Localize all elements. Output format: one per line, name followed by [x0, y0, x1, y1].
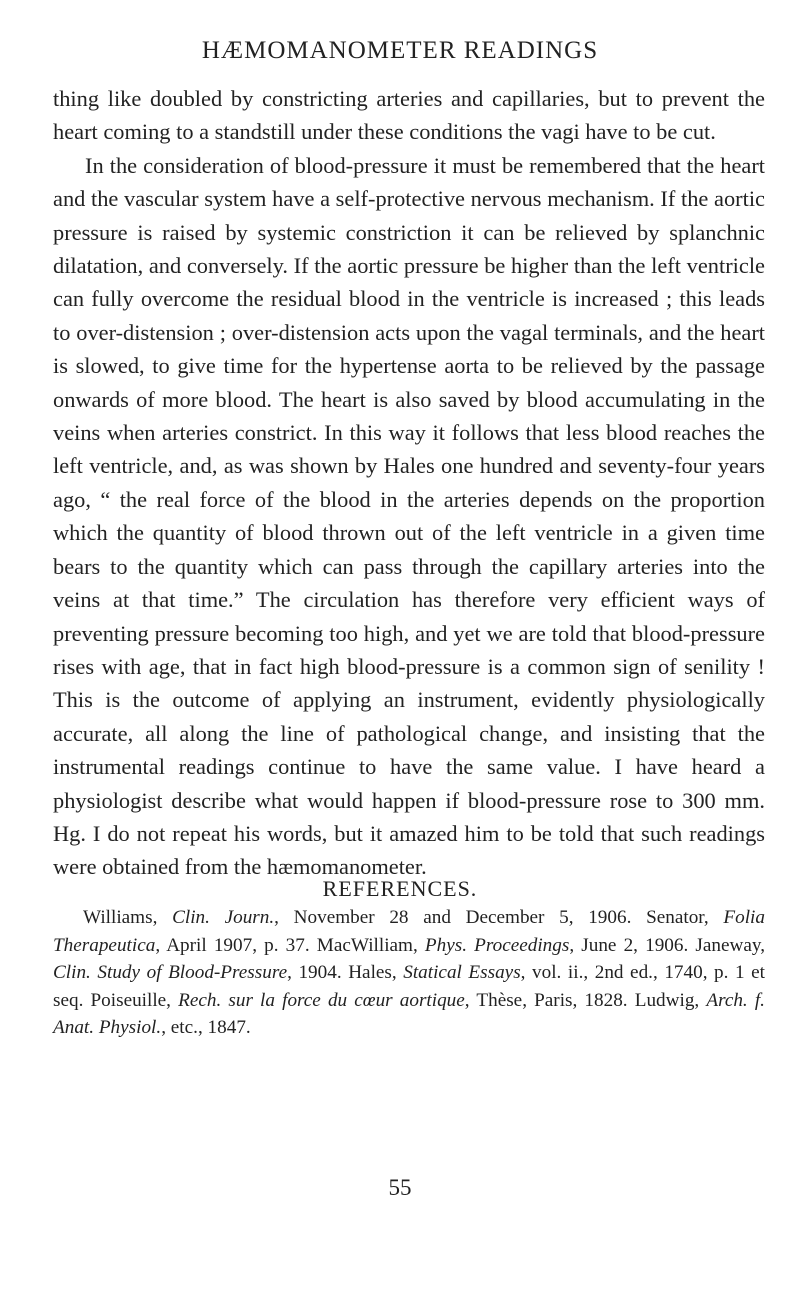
page-number: 55: [388, 1175, 412, 1200]
ref-text: , Thèse, Paris, 1828. Ludwig,: [464, 989, 707, 1011]
ref-text: , November 28 and December 5, 1906. Senator,: [274, 907, 724, 928]
ref-text: , April 1907, p. 37. MacWilliam,: [155, 934, 425, 956]
body-text: [53, 82, 765, 884]
ref-journal: Folia Therapeutica: [53, 907, 765, 956]
paragraph-blood-pressure: In the consideration of blood-pressure it must be remembered that the heart and the vascular system have a self-protective nervous mechanism. If the aortic pressure is raised by systemic constriction it can be relieved by splanchnic dilatation, and conversely. If the aortic pressure be higher than the left ventricle can fully overcome the residual blood in the ventricle is increased ; this leads to over-distension ; over-distension acts upon the vagal terminals, and the heart is slowed, to give time for the hypertense aorta to be relieved by the passage onwards of more blood. The heart is also saved by blood accumulating in the veins when arteries constrict. In this way it follows that less blood reaches the left ventricle, and, as was shown by Hales one hundred and seventy-four years ago, “ the real force of the blood in the arteries depends on the proportion which the quantity of blood thrown out of the left ventricle in a given time bears to the quantity which can pass through the capillary arteries into the veins at that time.” The circulation has therefore very efficient ways of preventing pressure becoming too high, and yet we are told that blood-pressure rises with age, that in fact high blood-pressure is a common sign of senility ! This is the outcome of applying an instrument, evidently physiologically accurate, all along the line of pathological change, and insisting that the instrumental readings continue to have the same value. I have heard a physiologist describe what would happen if blood-pressure rose to 300 mm. Hg. I do not repeat his words, but it amazed him to be told that such readings were obtained from the hæmomanometer.: [53, 152, 765, 880]
running-title: HÆMOMANOMETER READINGS: [201, 37, 599, 64]
references-list: [53, 904, 765, 1042]
ref-journal: Arch. f. Anat. Physiol.: [53, 989, 765, 1038]
ref-text: , June 2, 1906. Janeway,: [569, 934, 766, 956]
ref-journal: Statical Essays: [403, 962, 521, 983]
ref-journal: Rech. sur la force du cœur aortique: [178, 989, 465, 1011]
ref-journal: Clin. Study of Blood-Pressure: [53, 962, 288, 983]
ref-journal: Clin. Journ.: [172, 907, 275, 928]
ref-text: , vol. ii., 2nd ed., 1740, p. 1 et seq. Poiseuille,: [53, 962, 766, 1011]
ref-text: , etc., 1847.: [161, 1017, 251, 1038]
ref-text: Williams,: [83, 907, 173, 928]
ref-journal: Phys. Proceedings: [424, 934, 570, 956]
ref-text: , 1904. Hales,: [287, 962, 404, 983]
references-heading: REFERENCES.: [322, 876, 478, 901]
paragraph-continued: thing like doubled by constricting arteries and capillaries, but to prevent the heart coming to a standstill under these conditions the vagi have to be cut.: [53, 86, 765, 145]
